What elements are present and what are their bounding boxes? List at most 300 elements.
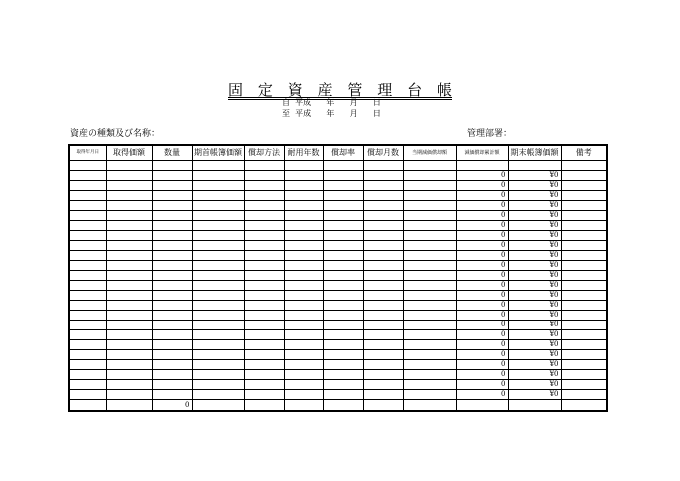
ledger-cell[interactable]	[323, 250, 363, 260]
ledger-cell[interactable]	[106, 220, 152, 230]
ledger-cell[interactable]	[106, 260, 152, 270]
ledger-cell[interactable]	[70, 180, 106, 190]
ledger-cell[interactable]	[106, 350, 152, 360]
ledger-cell[interactable]	[70, 220, 106, 230]
ledger-cell[interactable]	[403, 210, 456, 220]
ledger-cell[interactable]	[561, 350, 606, 360]
ledger-cell[interactable]	[403, 320, 456, 330]
ledger-cell[interactable]	[244, 210, 284, 220]
ledger-cell[interactable]	[244, 230, 284, 240]
ledger-cell[interactable]	[152, 200, 192, 210]
ledger-cell[interactable]	[323, 190, 363, 200]
ledger-cell[interactable]	[403, 240, 456, 250]
ledger-cell[interactable]	[403, 300, 456, 310]
ledger-cell[interactable]	[323, 290, 363, 300]
ledger-cell[interactable]	[403, 200, 456, 210]
ledger-cell[interactable]	[152, 310, 192, 320]
ledger-cell[interactable]	[363, 350, 403, 360]
ledger-cell[interactable]	[70, 350, 106, 360]
ledger-cell[interactable]	[106, 190, 152, 200]
ledger-cell[interactable]	[70, 260, 106, 270]
ledger-cell[interactable]	[152, 380, 192, 390]
ledger-cell[interactable]	[363, 180, 403, 190]
ledger-cell[interactable]	[284, 270, 323, 280]
ledger-cell[interactable]	[152, 300, 192, 310]
ledger-cell[interactable]	[363, 280, 403, 290]
ledger-cell[interactable]	[152, 230, 192, 240]
closing-book-value-cell[interactable]: ¥0	[508, 320, 561, 330]
closing-book-value-cell[interactable]: ¥0	[508, 220, 561, 230]
ledger-cell[interactable]	[192, 320, 244, 330]
ledger-cell[interactable]	[363, 250, 403, 260]
ledger-cell[interactable]	[561, 240, 606, 250]
ledger-cell[interactable]	[152, 340, 192, 350]
ledger-cell[interactable]	[244, 180, 284, 190]
ledger-cell[interactable]	[284, 220, 323, 230]
ledger-cell[interactable]	[284, 300, 323, 310]
ledger-cell[interactable]	[192, 350, 244, 360]
ledger-cell[interactable]	[403, 290, 456, 300]
accumulated-depreciation-cell[interactable]: 0	[456, 220, 508, 230]
ledger-cell[interactable]	[192, 280, 244, 290]
ledger-cell[interactable]	[152, 180, 192, 190]
ledger-cell[interactable]	[284, 320, 323, 330]
ledger-cell[interactable]	[70, 380, 106, 390]
ledger-cell[interactable]	[561, 340, 606, 350]
ledger-cell[interactable]	[244, 240, 284, 250]
ledger-cell[interactable]	[244, 290, 284, 300]
closing-book-value-cell[interactable]: ¥0	[508, 280, 561, 290]
ledger-cell[interactable]	[403, 360, 456, 370]
ledger-cell[interactable]	[561, 250, 606, 260]
closing-book-value-cell[interactable]: ¥0	[508, 240, 561, 250]
ledger-cell[interactable]	[561, 290, 606, 300]
ledger-cell[interactable]	[152, 290, 192, 300]
accumulated-depreciation-cell[interactable]: 0	[456, 380, 508, 390]
ledger-cell[interactable]	[106, 180, 152, 190]
ledger-cell[interactable]	[192, 310, 244, 320]
ledger-cell[interactable]	[244, 360, 284, 370]
ledger-cell[interactable]	[70, 330, 106, 340]
ledger-cell[interactable]	[152, 210, 192, 220]
ledger-cell[interactable]	[363, 340, 403, 350]
accumulated-depreciation-cell[interactable]: 0	[456, 330, 508, 340]
ledger-cell[interactable]	[561, 300, 606, 310]
closing-book-value-cell[interactable]: ¥0	[508, 370, 561, 380]
ledger-cell[interactable]	[323, 200, 363, 210]
ledger-cell[interactable]	[403, 280, 456, 290]
ledger-cell[interactable]	[192, 340, 244, 350]
ledger-cell[interactable]	[403, 340, 456, 350]
accumulated-depreciation-cell[interactable]: 0	[456, 190, 508, 200]
closing-book-value-cell[interactable]: ¥0	[508, 270, 561, 280]
table-row	[70, 300, 606, 310]
ledger-cell[interactable]	[106, 330, 152, 340]
ledger-cell[interactable]	[192, 360, 244, 370]
ledger-cell[interactable]	[284, 310, 323, 320]
ledger-cell[interactable]	[284, 200, 323, 210]
ledger-cell[interactable]	[561, 161, 606, 171]
ledger-cell[interactable]	[192, 170, 244, 180]
ledger-cell[interactable]	[244, 350, 284, 360]
ledger-cell[interactable]	[152, 390, 192, 400]
ledger-cell[interactable]	[106, 170, 152, 180]
ledger-cell[interactable]	[244, 250, 284, 260]
ledger-cell[interactable]	[284, 390, 323, 400]
ledger-cell[interactable]	[561, 170, 606, 180]
ledger-cell[interactable]	[323, 260, 363, 270]
table-row	[70, 390, 606, 400]
ledger-cell[interactable]	[70, 200, 106, 210]
ledger-cell[interactable]	[323, 380, 363, 390]
ledger-cell[interactable]	[244, 190, 284, 200]
ledger-cell[interactable]	[106, 340, 152, 350]
ledger-cell[interactable]	[561, 260, 606, 270]
accumulated-depreciation-cell[interactable]: 0	[456, 320, 508, 330]
ledger-cell[interactable]	[106, 320, 152, 330]
ledger-cell[interactable]	[192, 240, 244, 250]
ledger-cell[interactable]	[323, 240, 363, 250]
ledger-cell[interactable]	[106, 310, 152, 320]
ledger-cell[interactable]	[323, 310, 363, 320]
ledger-cell[interactable]	[561, 210, 606, 220]
ledger-cell[interactable]	[561, 320, 606, 330]
closing-book-value-cell[interactable]: ¥0	[508, 330, 561, 340]
ledger-cell[interactable]	[70, 370, 106, 380]
accumulated-depreciation-cell[interactable]: 0	[456, 200, 508, 210]
ledger-table	[70, 146, 606, 410]
accumulated-depreciation-cell[interactable]: 0	[456, 310, 508, 320]
ledger-cell[interactable]	[106, 200, 152, 210]
ledger-cell[interactable]	[561, 280, 606, 290]
ledger-cell[interactable]	[561, 380, 606, 390]
ledger-cell[interactable]	[284, 260, 323, 270]
ledger-cell[interactable]	[363, 330, 403, 340]
closing-book-value-cell[interactable]: ¥0	[508, 210, 561, 220]
ledger-cell[interactable]	[284, 280, 323, 290]
ledger-cell[interactable]	[403, 380, 456, 390]
accumulated-depreciation-cell[interactable]: 0	[456, 370, 508, 380]
col-depreciation-rate: 償却率	[323, 146, 363, 161]
ledger-cell[interactable]	[244, 161, 284, 171]
ledger-cell[interactable]	[284, 290, 323, 300]
closing-book-value-cell[interactable]: ¥0	[508, 340, 561, 350]
ledger-cell[interactable]	[284, 250, 323, 260]
ledger-cell[interactable]	[323, 360, 363, 370]
ledger-cell[interactable]	[323, 220, 363, 230]
accumulated-depreciation-cell[interactable]	[456, 161, 508, 171]
ledger-title	[228, 79, 452, 99]
ledger-cell[interactable]	[192, 290, 244, 300]
ledger-cell[interactable]	[323, 370, 363, 380]
ledger-cell[interactable]	[284, 240, 323, 250]
accumulated-depreciation-cell[interactable]: 0	[456, 170, 508, 180]
ledger-cell[interactable]	[363, 230, 403, 240]
ledger-cell[interactable]	[363, 310, 403, 320]
ledger-cell[interactable]	[244, 220, 284, 230]
ledger-cell[interactable]	[323, 280, 363, 290]
ledger-cell[interactable]	[284, 360, 323, 370]
ledger-cell[interactable]	[192, 190, 244, 200]
accumulated-depreciation-cell[interactable]: 0	[456, 280, 508, 290]
ledger-cell[interactable]	[284, 190, 323, 200]
ledger-cell[interactable]	[152, 170, 192, 180]
accumulated-depreciation-cell[interactable]: 0	[456, 210, 508, 220]
ledger-cell[interactable]	[561, 360, 606, 370]
ledger-cell[interactable]	[323, 161, 363, 171]
ledger-cell[interactable]	[284, 370, 323, 380]
ledger-cell[interactable]	[561, 330, 606, 340]
ledger-cell[interactable]	[363, 380, 403, 390]
ledger-cell[interactable]	[323, 320, 363, 330]
total-cell	[403, 400, 456, 410]
closing-book-value-cell[interactable]: ¥0	[508, 260, 561, 270]
ledger-cell[interactable]	[70, 240, 106, 250]
closing-book-value-cell[interactable]: ¥0	[508, 350, 561, 360]
ledger-cell[interactable]	[561, 200, 606, 210]
ledger-cell[interactable]	[192, 180, 244, 190]
ledger-cell[interactable]	[70, 230, 106, 240]
ledger-cell[interactable]	[403, 310, 456, 320]
ledger-cell[interactable]	[403, 180, 456, 190]
ledger-cell[interactable]	[244, 370, 284, 380]
ledger-cell[interactable]	[561, 230, 606, 240]
ledger-cell[interactable]	[70, 300, 106, 310]
ledger-cell[interactable]	[403, 370, 456, 380]
accumulated-depreciation-cell[interactable]: 0	[456, 250, 508, 260]
ledger-cell[interactable]	[70, 170, 106, 180]
ledger-cell[interactable]	[106, 240, 152, 250]
ledger-cell[interactable]	[192, 270, 244, 280]
ledger-cell[interactable]	[106, 360, 152, 370]
ledger-cell[interactable]	[70, 280, 106, 290]
ledger-cell[interactable]	[363, 210, 403, 220]
ledger-cell[interactable]	[70, 210, 106, 220]
accumulated-depreciation-cell[interactable]: 0	[456, 390, 508, 400]
ledger-cell[interactable]	[363, 320, 403, 330]
ledger-cell[interactable]	[152, 330, 192, 340]
ledger-cell[interactable]	[363, 260, 403, 270]
ledger-cell[interactable]	[106, 161, 152, 171]
ledger-cell[interactable]	[70, 310, 106, 320]
ledger-cell[interactable]	[323, 230, 363, 240]
ledger-cell[interactable]	[192, 330, 244, 340]
ledger-cell[interactable]	[284, 170, 323, 180]
ledger-cell[interactable]	[106, 280, 152, 290]
accumulated-depreciation-cell[interactable]: 0	[456, 270, 508, 280]
ledger-cell[interactable]	[323, 270, 363, 280]
ledger-cell[interactable]	[192, 250, 244, 260]
closing-book-value-cell[interactable]	[508, 161, 561, 171]
ledger-cell[interactable]	[244, 340, 284, 350]
ledger-cell[interactable]	[363, 161, 403, 171]
ledger-cell[interactable]	[363, 290, 403, 300]
closing-book-value-cell[interactable]: ¥0	[508, 300, 561, 310]
accumulated-depreciation-cell[interactable]: 0	[456, 350, 508, 360]
table-row	[70, 360, 606, 370]
closing-book-value-cell[interactable]: ¥0	[508, 290, 561, 300]
ledger-cell[interactable]	[403, 330, 456, 340]
ledger-cell[interactable]	[106, 380, 152, 390]
ledger-cell[interactable]	[152, 190, 192, 200]
table-row	[70, 340, 606, 350]
ledger-cell[interactable]	[152, 350, 192, 360]
ledger-cell[interactable]	[244, 270, 284, 280]
ledger-cell[interactable]	[70, 190, 106, 200]
ledger-cell[interactable]	[106, 300, 152, 310]
ledger-cell[interactable]	[363, 170, 403, 180]
ledger-cell[interactable]	[403, 161, 456, 171]
ledger-cell[interactable]	[323, 350, 363, 360]
ledger-cell[interactable]	[403, 260, 456, 270]
ledger-cell[interactable]	[244, 260, 284, 270]
ledger-cell[interactable]	[106, 210, 152, 220]
ledger-cell[interactable]	[284, 350, 323, 360]
ledger-cell[interactable]	[244, 310, 284, 320]
ledger-cell[interactable]	[363, 220, 403, 230]
ledger-cell[interactable]	[363, 390, 403, 400]
ledger-cell[interactable]	[106, 230, 152, 240]
ledger-cell[interactable]	[192, 210, 244, 220]
ledger-cell[interactable]	[363, 360, 403, 370]
ledger-cell[interactable]	[152, 250, 192, 260]
ledger-cell[interactable]	[363, 300, 403, 310]
ledger-cell[interactable]	[152, 370, 192, 380]
col-remarks: 備考	[561, 146, 606, 161]
ledger-cell[interactable]	[561, 310, 606, 320]
table-row	[70, 250, 606, 260]
ledger-cell[interactable]	[70, 320, 106, 330]
ledger-cell[interactable]	[561, 390, 606, 400]
ledger-cell[interactable]	[561, 180, 606, 190]
closing-book-value-cell[interactable]: ¥0	[508, 230, 561, 240]
ledger-cell[interactable]	[284, 210, 323, 220]
ledger-cell[interactable]	[284, 180, 323, 190]
ledger-cell[interactable]	[192, 200, 244, 210]
ledger-cell[interactable]	[244, 280, 284, 290]
closing-book-value-cell[interactable]: ¥0	[508, 200, 561, 210]
ledger-cell[interactable]	[244, 320, 284, 330]
ledger-cell[interactable]	[152, 280, 192, 290]
ledger-cell[interactable]	[244, 300, 284, 310]
ledger-cell[interactable]	[323, 180, 363, 190]
accumulated-depreciation-cell[interactable]: 0	[456, 360, 508, 370]
ledger-cell[interactable]	[403, 220, 456, 230]
accumulated-depreciation-cell[interactable]: 0	[456, 180, 508, 190]
ledger-cell[interactable]	[561, 270, 606, 280]
accumulated-depreciation-cell[interactable]: 0	[456, 340, 508, 350]
ledger-cell[interactable]	[152, 360, 192, 370]
ledger-cell[interactable]	[106, 250, 152, 260]
col-opening-book-value: 期首帳簿価額	[192, 146, 244, 161]
ledger-cell[interactable]	[70, 390, 106, 400]
ledger-cell[interactable]	[70, 360, 106, 370]
closing-book-value-cell[interactable]: ¥0	[508, 360, 561, 370]
ledger-cell[interactable]	[152, 220, 192, 230]
ledger-cell[interactable]	[363, 270, 403, 280]
ledger-cell[interactable]	[70, 161, 106, 171]
ledger-cell[interactable]	[284, 340, 323, 350]
closing-book-value-cell[interactable]: ¥0	[508, 190, 561, 200]
ledger-cell[interactable]	[323, 340, 363, 350]
ledger-cell[interactable]	[561, 190, 606, 200]
ledger-cell[interactable]	[192, 380, 244, 390]
ledger-cell[interactable]	[403, 270, 456, 280]
closing-book-value-cell[interactable]: ¥0	[508, 380, 561, 390]
ledger-cell[interactable]	[323, 390, 363, 400]
ledger-cell[interactable]	[403, 390, 456, 400]
ledger-cell[interactable]	[244, 200, 284, 210]
closing-book-value-cell[interactable]: ¥0	[508, 170, 561, 180]
ledger-cell[interactable]	[106, 390, 152, 400]
ledger-cell[interactable]	[403, 250, 456, 260]
accumulated-depreciation-cell[interactable]: 0	[456, 260, 508, 270]
closing-book-value-cell[interactable]: ¥0	[508, 250, 561, 260]
ledger-cell[interactable]	[192, 370, 244, 380]
accumulated-depreciation-cell[interactable]: 0	[456, 290, 508, 300]
ledger-cell[interactable]	[152, 240, 192, 250]
ledger-cell[interactable]	[152, 320, 192, 330]
ledger-cell[interactable]	[192, 161, 244, 171]
table-row	[70, 240, 606, 250]
ledger-cell[interactable]	[403, 230, 456, 240]
ledger-cell[interactable]	[284, 161, 323, 171]
ledger-cell[interactable]	[323, 330, 363, 340]
ledger-cell[interactable]	[192, 300, 244, 310]
ledger-cell[interactable]	[323, 170, 363, 180]
ledger-cell[interactable]	[561, 220, 606, 230]
accumulated-depreciation-cell[interactable]: 0	[456, 300, 508, 310]
ledger-cell[interactable]	[192, 260, 244, 270]
ledger-cell[interactable]	[70, 340, 106, 350]
ledger-cell[interactable]	[192, 220, 244, 230]
ledger-cell[interactable]	[244, 170, 284, 180]
ledger-cell[interactable]	[323, 300, 363, 310]
ledger-cell[interactable]	[561, 370, 606, 380]
accumulated-depreciation-cell[interactable]: 0	[456, 230, 508, 240]
ledger-cell[interactable]	[244, 380, 284, 390]
closing-book-value-cell[interactable]: ¥0	[508, 180, 561, 190]
ledger-cell[interactable]	[363, 240, 403, 250]
closing-book-value-cell[interactable]: ¥0	[508, 310, 561, 320]
ledger-cell[interactable]	[192, 230, 244, 240]
ledger-cell[interactable]	[106, 290, 152, 300]
ledger-cell[interactable]	[363, 200, 403, 210]
ledger-cell[interactable]	[152, 260, 192, 270]
accumulated-depreciation-cell[interactable]: 0	[456, 240, 508, 250]
ledger-cell[interactable]	[70, 250, 106, 260]
ledger-cell[interactable]	[284, 230, 323, 240]
ledger-cell[interactable]	[403, 190, 456, 200]
ledger-cell[interactable]	[152, 161, 192, 171]
ledger-cell[interactable]	[106, 370, 152, 380]
ledger-cell[interactable]	[363, 190, 403, 200]
ledger-cell[interactable]	[244, 390, 284, 400]
ledger-cell[interactable]	[403, 170, 456, 180]
ledger-cell[interactable]	[152, 270, 192, 280]
ledger-cell[interactable]	[323, 210, 363, 220]
ledger-cell[interactable]	[244, 330, 284, 340]
closing-book-value-cell[interactable]: ¥0	[508, 390, 561, 400]
ledger-cell[interactable]	[363, 370, 403, 380]
ledger-cell[interactable]	[284, 330, 323, 340]
ledger-cell[interactable]	[192, 390, 244, 400]
ledger-cell[interactable]	[106, 270, 152, 280]
ledger-cell[interactable]	[284, 380, 323, 390]
ledger-cell[interactable]	[403, 350, 456, 360]
ledger-cell[interactable]	[70, 290, 106, 300]
ledger-cell[interactable]	[70, 270, 106, 280]
